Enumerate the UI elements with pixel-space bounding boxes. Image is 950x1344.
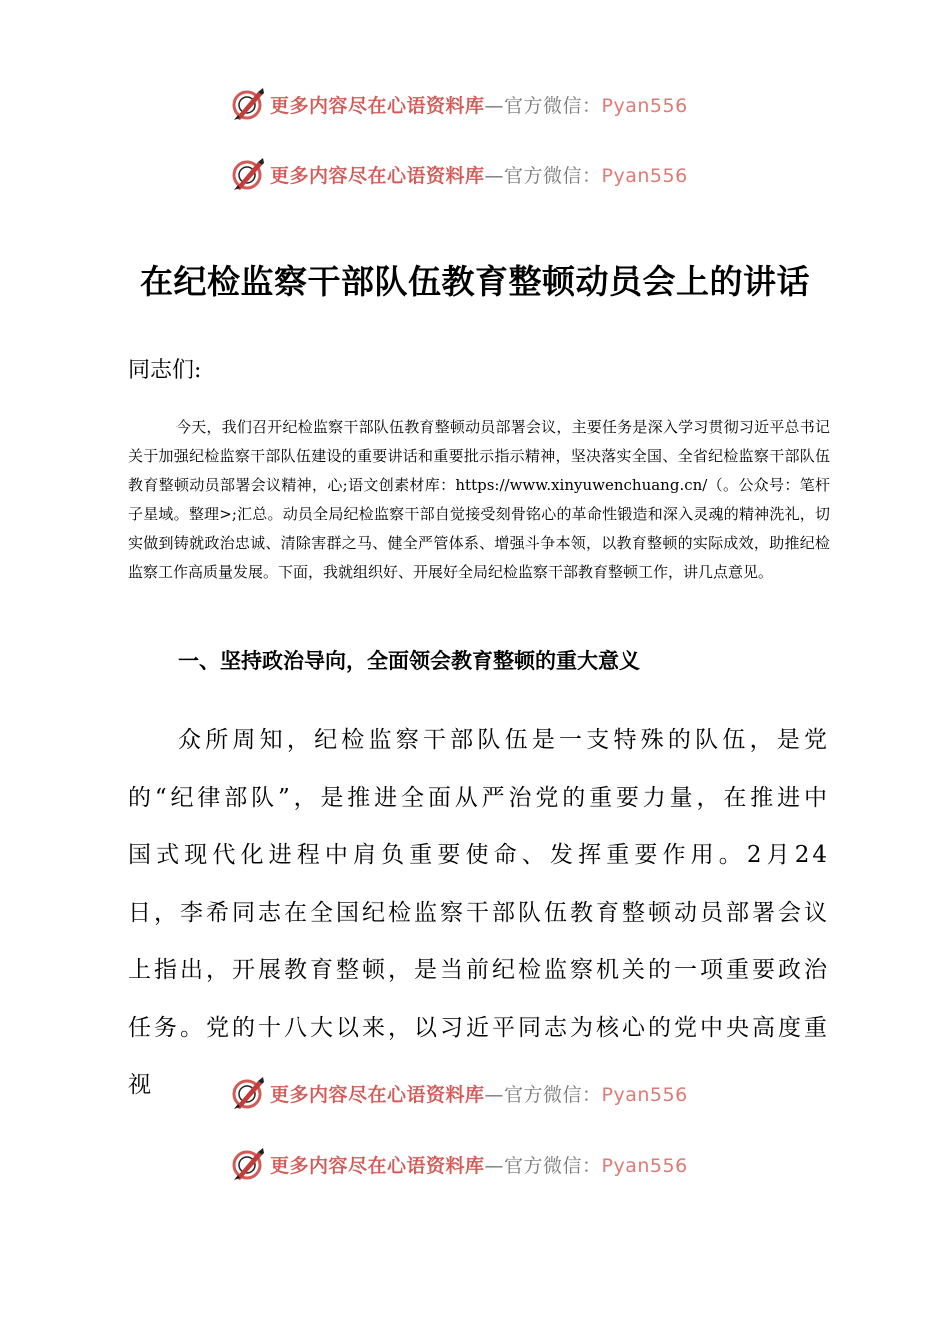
section-heading: 一、坚持政治导向，全面领会教育整顿的重大意义 bbox=[178, 649, 640, 673]
document-title: 在纪检监察干部队伍教育整顿动员会上的讲话 bbox=[140, 262, 810, 301]
pen-circle-logo-icon bbox=[230, 156, 266, 192]
watermark-banner bbox=[230, 1073, 750, 1113]
pen-circle-logo-icon bbox=[230, 86, 266, 122]
watermark-banner bbox=[230, 1144, 750, 1184]
watermark-banner bbox=[230, 154, 750, 194]
watermark-text: 更多内容尽在心语资料库—官方微信：Pyan556 bbox=[270, 1083, 688, 1106]
watermark-text: 更多内容尽在心语资料库—官方微信：Pyan556 bbox=[270, 94, 688, 117]
body-paragraph: 众所周知，纪检监察干部队伍是一支特殊的队伍，是党的“纪律部队”，是推进全面从严治党的重要力量，在推进中国式现代化进程中肩负重要使命、发挥重要作用。2月24日，李希同志在全国纪检监察干部队伍教育整顿动员部署会议上指出，开展教育整顿，是当前纪检监察机关的一项重要政治任务。党的十八大以来，以习近平同志为核心的党中央高度重视 bbox=[128, 727, 830, 1098]
watermark-banner bbox=[230, 84, 750, 124]
watermark-text: 更多内容尽在心语资料库—官方微信：Pyan556 bbox=[270, 1154, 688, 1177]
pen-circle-logo-icon bbox=[230, 1075, 266, 1111]
watermark-text: 更多内容尽在心语资料库—官方微信：Pyan556 bbox=[270, 164, 688, 187]
greeting: 同志们: bbox=[128, 358, 202, 383]
pen-circle-logo-icon bbox=[230, 1146, 266, 1182]
intro-paragraph: 今天，我们召开纪检监察干部队伍教育整顿动员部署会议，主要任务是深入学习贯彻习近平总书记关于加强纪检监察干部队伍建设的重要讲话和重要批示指示精神，坚决落实全国、全省纪检监察干部队伍教育整顿动员部署会议精神，心;语文创素材库：https://www.xinyuwenchuang.cn/（。公众号：笔杆子星域。整理>;汇总。动员全局纪检监察干部自觉接受刻骨铭心的革命性锻造和深入灵魂的精神洗礼，切实做到铸就政治忠诚、清除害群之马、健全严管体系、增强斗争本领，以教育整顿的实际成效，助推纪检监察工作高质量发展。下面，我就组织好、开展好全局纪检监察干部教育整顿工作，讲几点意见。 bbox=[128, 418, 830, 581]
